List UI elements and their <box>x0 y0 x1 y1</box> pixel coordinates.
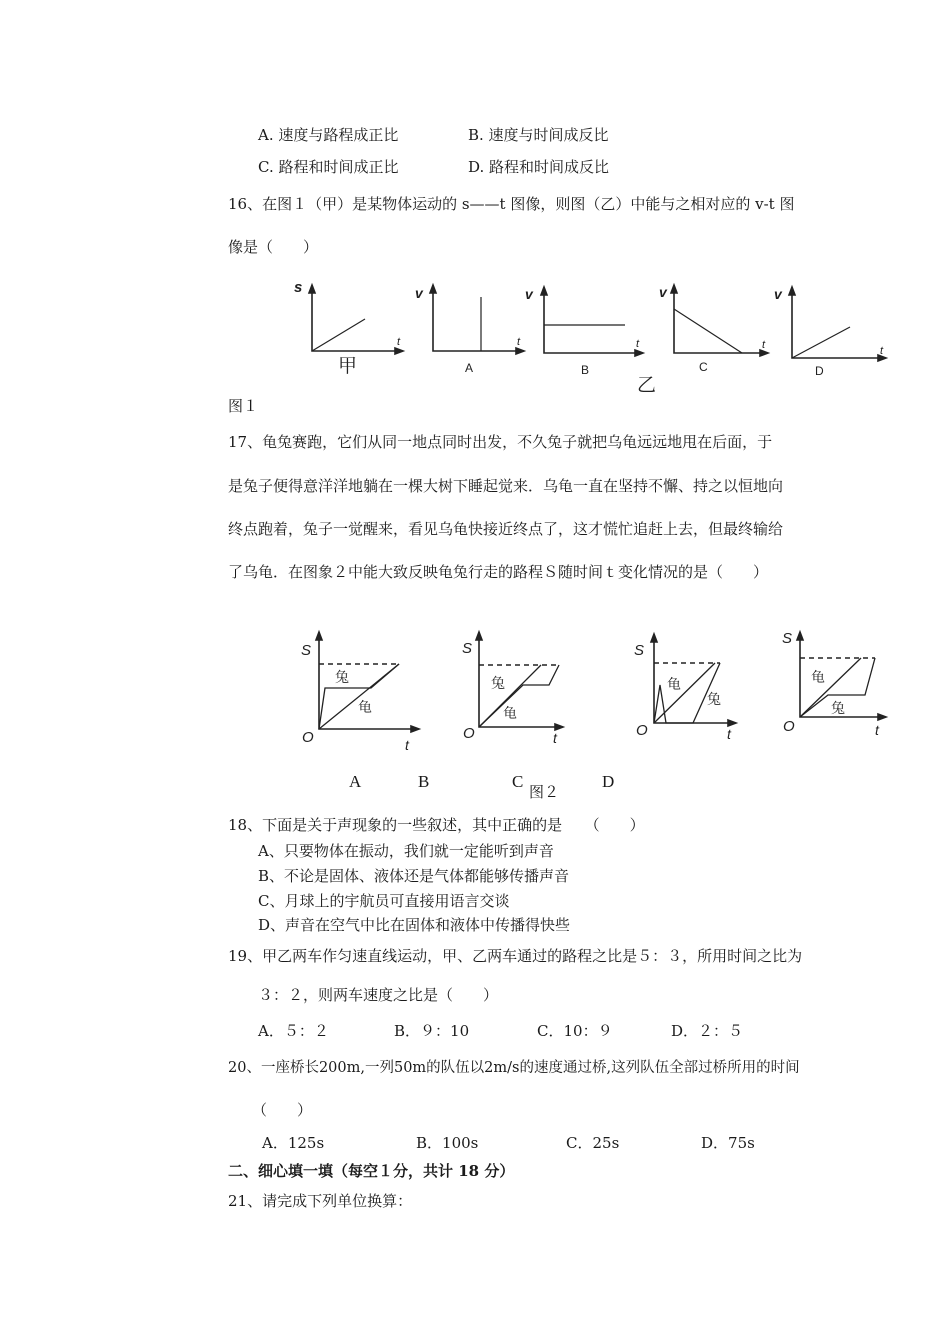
q18-option-d: D、声音在空气中比在固体和液体中传播得快些 <box>258 916 571 934</box>
q20-option-d: D．75s <box>701 1134 755 1152</box>
q19-option-b: B．９：10 <box>394 1022 470 1040</box>
fig1-caption-c: C <box>699 360 708 374</box>
fig1-d-axis-t: t <box>880 345 884 357</box>
fig1-label: 图１ <box>228 397 259 415</box>
fig2-b-label-turtle: 龟 <box>503 705 517 721</box>
q19-option-a: A．５：２ <box>258 1022 329 1040</box>
fig2-caption-b: B <box>418 772 430 791</box>
q18-option-c: C、月球上的宇航员可直接用语言交谈 <box>258 892 510 910</box>
fig2-caption-c: C <box>512 772 524 791</box>
figure-2 <box>295 625 895 755</box>
q17-stem-line4: 了乌龟．在图象２中能大致反映龟兔行走的路程Ｓ随时间ｔ变化情况的是（ ） <box>228 563 769 581</box>
q17-stem-line3: 终点跑着，兔子一觉醒来，看见乌龟快接近终点了，这才慌忙追赶上去，但最终输给 <box>228 520 784 538</box>
q16-stem-line1: 16、在图１（甲）是某物体运动的 s——t 图像，则图（乙）中能与之相对应的 v-t 图 <box>228 195 795 213</box>
fig1-d-axis-v: v <box>774 286 782 302</box>
fig1-a-axis-t: t <box>517 336 521 348</box>
fig1-caption-a: A <box>465 361 474 375</box>
fig2-b-axis-s: S <box>462 640 473 657</box>
fig1-b-axis-v: v <box>525 286 533 302</box>
q20-option-b: B．100s <box>416 1134 479 1152</box>
fig1-c-axis-t: t <box>762 339 766 351</box>
q19-stem-line2: ３：２，则两车速度之比是（ ） <box>258 986 499 1004</box>
fig2-d-axis-s: S <box>782 630 793 647</box>
fig1-caption-yi: 乙 <box>637 375 657 396</box>
q15-option-a: A. 速度与路程成正比 <box>258 126 399 144</box>
fig1-caption-d: D <box>815 364 824 378</box>
figure-1 <box>285 275 895 405</box>
q18-stem: 18、下面是关于声现象的一些叙述，其中正确的是 （ ） <box>228 816 645 834</box>
q15-option-b: B. 速度与时间成反比 <box>468 126 609 144</box>
fig1-caption-b: B <box>581 363 590 377</box>
fig2-d-axis-o: O <box>783 718 795 735</box>
fig2-c-axis-s: S <box>634 642 645 659</box>
fig2-a-label-rabbit: 兔 <box>335 669 349 685</box>
q20-stem-line2: （ ） <box>252 1101 313 1119</box>
fig2-a-label-turtle: 龟 <box>358 699 372 715</box>
fig2-a-axis-s: S <box>301 642 312 659</box>
fig1-caption-jia: 甲 <box>338 356 358 377</box>
q19-option-c: C．10：９ <box>537 1022 613 1040</box>
fig2-b-axis-t: t <box>553 730 557 746</box>
fig2-c-axis-o: O <box>636 722 648 739</box>
fig2-caption-d: D <box>602 772 615 791</box>
fig2-c-label-rabbit: 兔 <box>707 691 721 707</box>
q17-stem-line1: 17、龟兔赛跑，它们从同一地点同时出发，不久兔子就把乌龟远远地甩在后面，于 <box>228 433 773 451</box>
fig2-a-axis-o: O <box>302 729 314 746</box>
fig2-d-label-turtle: 龟 <box>811 669 825 685</box>
q20-stem-line1: 20、一座桥长200m,一列50m的队伍以2m/s的速度通过桥,这列队伍全部过桥所用的时间 <box>228 1060 800 1076</box>
fig2-caption-a: A <box>349 772 362 791</box>
q19-option-d: D．２：５ <box>671 1022 744 1040</box>
fig1-axis-t: t <box>397 336 401 348</box>
fig1-a-axis-v: v <box>415 285 423 301</box>
fig2-a-axis-t: t <box>405 737 409 753</box>
q16-stem-line2: 像是（ ） <box>228 238 319 256</box>
fig2-b-axis-o: O <box>463 725 475 742</box>
q15-option-c: C. 路程和时间成正比 <box>258 158 399 176</box>
fig2-b-label-rabbit: 兔 <box>491 675 505 691</box>
section2-title: 二、细心填一填（每空１分，共计 18 分） <box>228 1162 515 1180</box>
fig1-c-axis-v: v <box>659 284 667 300</box>
fig2-c-label-turtle: 龟 <box>667 676 681 692</box>
fig1-axis-s: s <box>294 279 303 296</box>
q20-option-a: A．125s <box>262 1134 325 1152</box>
q21-stem: 21、请完成下列单位换算： <box>228 1192 413 1210</box>
fig2-c-axis-t: t <box>727 726 731 742</box>
q20-option-c: C．25s <box>566 1134 620 1152</box>
fig2-d-axis-t: t <box>875 722 879 738</box>
q18-option-a: A、只要物体在振动，我们就一定能听到声音 <box>258 842 554 860</box>
fig2-d-label-rabbit: 兔 <box>831 700 845 716</box>
fig1-b-axis-t: t <box>636 338 640 350</box>
q15-option-d: D. 路程和时间成反比 <box>468 158 610 176</box>
q19-stem-line1: 19、甲乙两车作匀速直线运动，甲、乙两车通过的路程之比是５：３，所用时间之比为 <box>228 947 803 965</box>
q18-option-b: B、不论是固体、液体还是气体都能够传播声音 <box>258 867 570 885</box>
fig2-label: 图２ <box>529 783 560 801</box>
q17-stem-line2: 是兔子便得意洋洋地躺在一棵大树下睡起觉来．乌龟一直在坚持不懈、持之以恒地向 <box>228 477 784 495</box>
